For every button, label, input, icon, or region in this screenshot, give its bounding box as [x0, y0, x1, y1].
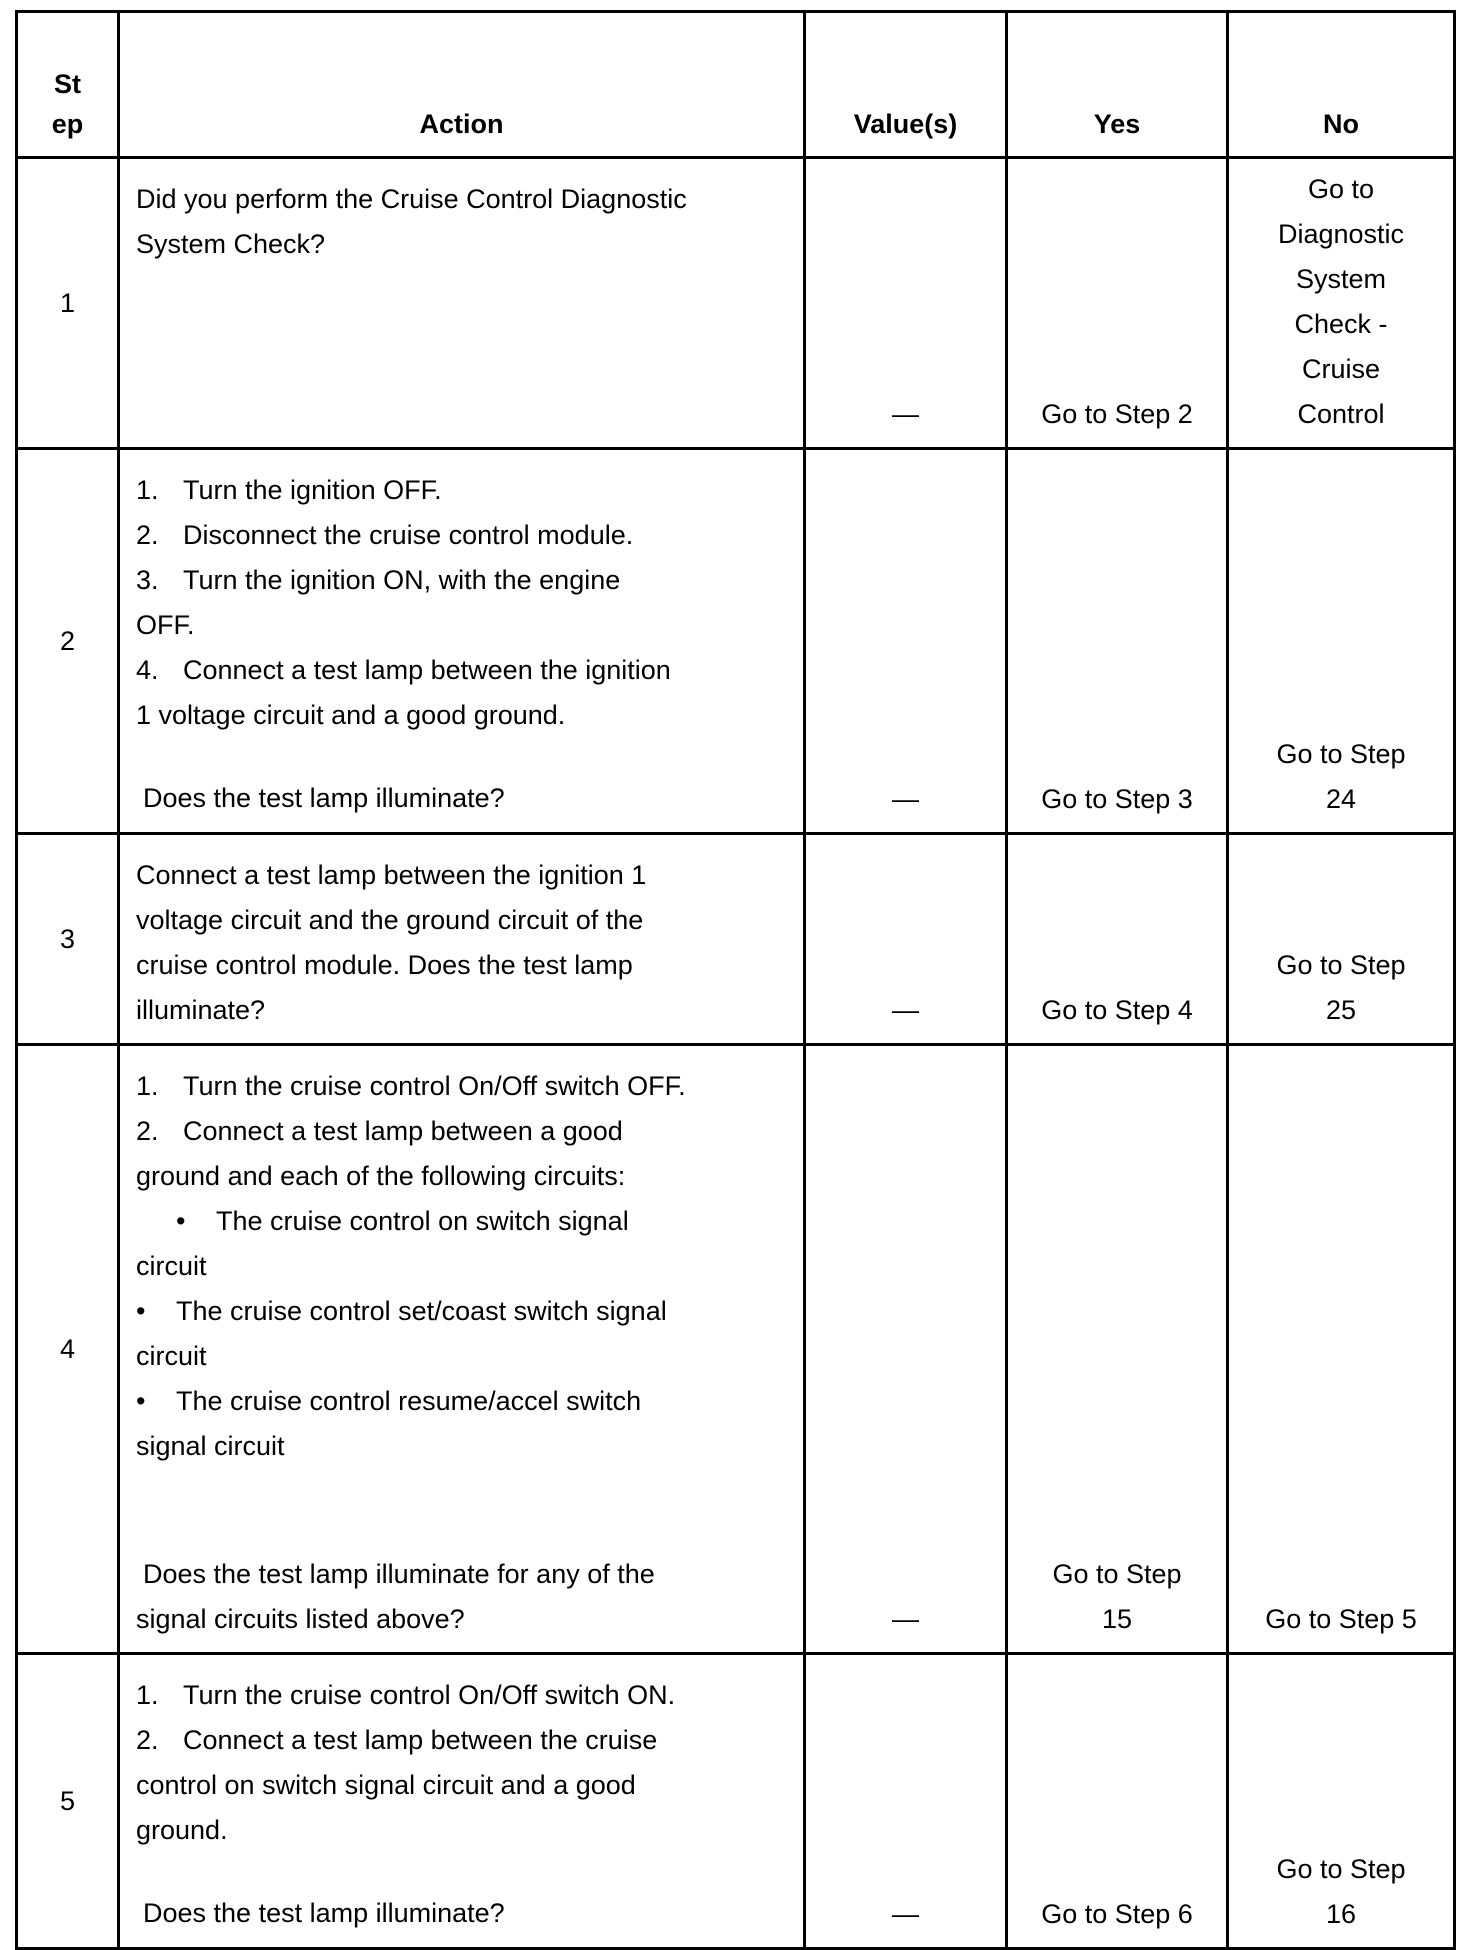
yes-cell: Go to Step 4	[1007, 834, 1228, 1045]
yes-cell: Go to Step 6	[1007, 1654, 1228, 1949]
action-cell: Did you perform the Cruise Control Diagnostic System Check?	[119, 158, 805, 449]
value-cell: —	[805, 449, 1007, 834]
table-row	[17, 1654, 1455, 1949]
no-cell: Go to Step 24	[1228, 449, 1455, 834]
step-number: 2	[17, 449, 119, 834]
header-value: Value(s)	[805, 12, 1007, 158]
header-no: No	[1228, 12, 1455, 158]
step-number: 1	[17, 158, 119, 449]
yes-cell: Go to Step 3	[1007, 449, 1228, 834]
table-row	[17, 1045, 1455, 1654]
value-cell: —	[805, 158, 1007, 449]
action-cell: Connect a test lamp between the ignition 1 voltage circuit and the ground circuit of the cruise control module. Does the test lamp illuminate?	[119, 834, 805, 1045]
table-row	[17, 449, 1455, 834]
header-action: Action	[119, 12, 805, 158]
value-cell: —	[805, 834, 1007, 1045]
action-cell: 1. Turn the cruise control On/Off switch OFF. 2. Connect a test lamp between a good ground and each of the following circuits: • The cruise control on switch signal circuit • The cruise control set/coast switch signal circuit • The cruise control resume/accel switch signal circuit Does the test lamp illuminate for any of the signal circuits listed above?	[119, 1045, 805, 1654]
header-step: St ep	[17, 12, 119, 158]
step-number: 3	[17, 834, 119, 1045]
step-number: 4	[17, 1045, 119, 1654]
table-row	[17, 158, 1455, 449]
no-cell: Go to Step 25	[1228, 834, 1455, 1045]
table-row	[17, 834, 1455, 1045]
yes-cell: Go to Step 2	[1007, 158, 1228, 449]
header-row	[17, 12, 1455, 158]
action-cell: 1. Turn the cruise control On/Off switch ON. 2. Connect a test lamp between the cruise control on switch signal circuit and a good ground. Does the test lamp illuminate?	[119, 1654, 805, 1949]
yes-cell: Go to Step 15	[1007, 1045, 1228, 1654]
header-yes: Yes	[1007, 12, 1228, 158]
no-cell: Go to Diagnostic System Check - Cruise Control	[1228, 158, 1455, 449]
no-cell: Go to Step 5	[1228, 1045, 1455, 1654]
value-cell: —	[805, 1654, 1007, 1949]
no-cell: Go to Step 16	[1228, 1654, 1455, 1949]
diagnostic-table	[15, 10, 1456, 1950]
action-cell: 1. Turn the ignition OFF. 2. Disconnect the cruise control module. 3. Turn the ignition ON, with the engine OFF. 4. Connect a test lamp between the ignition 1 voltage circuit and a good ground. Does the test lamp illuminate?	[119, 449, 805, 834]
step-number: 5	[17, 1654, 119, 1949]
value-cell: —	[805, 1045, 1007, 1654]
